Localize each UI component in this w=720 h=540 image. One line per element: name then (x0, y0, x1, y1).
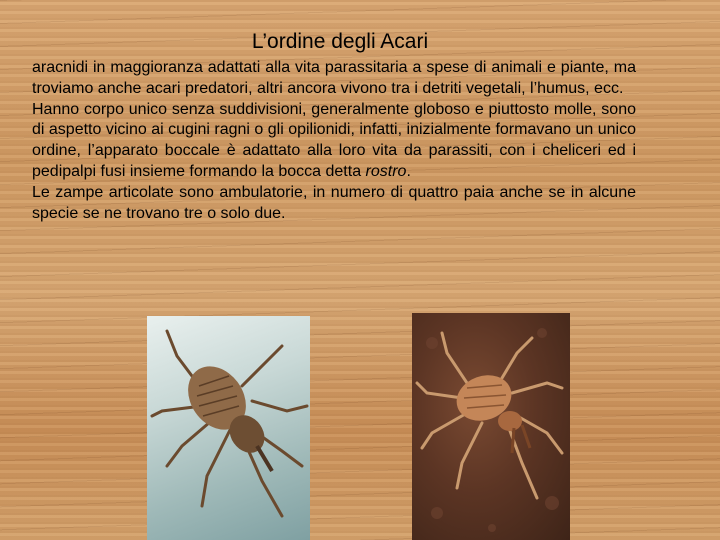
slide-body (32, 58, 636, 224)
paragraph-2-end: . (406, 162, 411, 180)
acaro-illustration-right (412, 313, 570, 540)
acaro-illustration-left (147, 316, 310, 540)
photo-specimen-left (147, 316, 310, 540)
paragraph-2 (32, 100, 636, 183)
slide-title: L’ordine degli Acari (251, 30, 429, 53)
paragraph-2-text: Hanno corpo unico senza suddivisioni, generalmente globoso e piuttosto molle, sono di aspetto vicino ai cugini ragni o gli opilionidi, infatti, inizialmente formavano un unico ordine, l’apparato boccale è adattato alla loro vita da parassiti, con i cheliceri ed i pedipalpi fusi insieme formando la bocca detta (32, 100, 636, 180)
rostro-term: rostro (365, 162, 407, 180)
paragraph-1: aracnidi in maggioranza adattati alla vita parassitaria a spese di animali e piante, ma troviamo anche acari predatori, altri ancora vivono tra i detriti vegetali, l’humus, ecc. (32, 59, 636, 97)
paragraph-3: Le zampe articolate sono ambulatorie, in numero di quattro paia anche se in alcune specie se ne trovano tre o solo due. (32, 183, 636, 222)
photo-specimen-right (412, 313, 570, 540)
